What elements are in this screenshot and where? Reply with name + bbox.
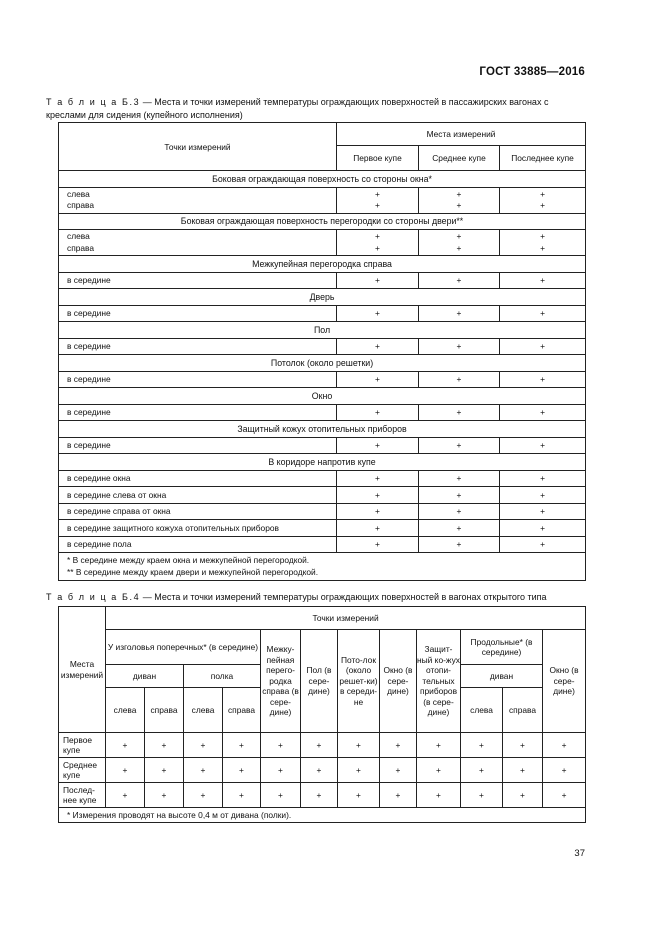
plus-mark: + <box>337 503 419 520</box>
plus-mark: + <box>223 758 261 783</box>
plus-mark: + <box>419 503 500 520</box>
plus-mark: + <box>456 242 462 253</box>
plus-mark: + <box>461 733 503 758</box>
plus-mark: + <box>419 305 500 322</box>
header-shelf: полка <box>184 665 261 688</box>
plus-mark: + <box>261 783 301 808</box>
plus-mark: + <box>461 783 503 808</box>
plus-mark: + <box>106 758 145 783</box>
table-b3-label: Т а б л и ц а Б.3 <box>46 97 141 107</box>
plus-mark: + <box>106 733 145 758</box>
plus-mark: + <box>106 783 145 808</box>
table-row <box>59 733 586 758</box>
section-row <box>59 322 586 339</box>
plus-mark: + <box>419 404 500 421</box>
table-b3-caption-text: — Места и точки измерений температуры ограждающих поверхностей в пассажирских вагонах с креслами для сидения (купейного исполнения) <box>46 97 549 120</box>
plus-mark: + <box>261 758 301 783</box>
header-last-compartment: Последнее купе <box>500 146 586 171</box>
measurement-point <box>59 187 337 213</box>
table-b4-label: Т а б л и ц а Б.4 <box>46 592 141 602</box>
plus-mark: + <box>301 733 338 758</box>
measurement-mark <box>500 187 586 213</box>
point-label: слева <box>67 188 90 199</box>
measurement-point: в середине <box>59 272 337 289</box>
plus-mark: + <box>184 758 223 783</box>
plus-mark: + <box>337 470 419 487</box>
table-row <box>59 536 586 553</box>
section-row <box>59 256 586 273</box>
plus-mark: + <box>338 733 380 758</box>
header-partition: Межку-пейная перего-родка справа (в сере-дине) <box>261 630 301 733</box>
plus-mark: + <box>337 404 419 421</box>
table-row <box>59 503 586 520</box>
measurement-mark <box>500 230 586 256</box>
measurement-point: в середине окна <box>59 470 337 487</box>
header-cross-head: У изголовья поперечных* (в середине) <box>106 630 261 665</box>
table-row <box>59 338 586 355</box>
section-row <box>59 388 586 405</box>
measurement-point: в середине пола <box>59 536 337 553</box>
plus-mark: + <box>380 758 417 783</box>
plus-mark: + <box>261 733 301 758</box>
plus-mark: + <box>500 487 586 504</box>
header-points: Точки измерений <box>106 607 586 630</box>
table-row <box>59 487 586 504</box>
section-row <box>59 454 586 471</box>
plus-mark: + <box>375 188 380 199</box>
plus-mark: + <box>337 437 419 454</box>
plus-mark: + <box>338 783 380 808</box>
plus-mark: + <box>419 470 500 487</box>
measurement-point: в середине слева от окна <box>59 487 337 504</box>
header-sofa: диван <box>106 665 184 688</box>
table-b4 <box>58 606 586 823</box>
plus-mark: + <box>456 188 462 199</box>
plus-mark: + <box>375 231 380 241</box>
header-long-right: справа <box>503 688 543 733</box>
section-row <box>59 171 586 188</box>
plus-mark: + <box>456 231 462 241</box>
section-row <box>59 213 586 230</box>
plus-mark: + <box>419 520 500 537</box>
plus-mark: + <box>500 404 586 421</box>
plus-mark: + <box>419 536 500 553</box>
measurement-point: в середине <box>59 305 337 322</box>
plus-mark: + <box>301 758 338 783</box>
section-title: Межкупейная перегородка справа <box>59 256 586 273</box>
plus-mark: + <box>500 470 586 487</box>
point-label: слева <box>67 231 90 241</box>
plus-mark: + <box>337 536 419 553</box>
plus-mark: + <box>337 272 419 289</box>
plus-mark: + <box>500 305 586 322</box>
table-row <box>59 783 586 808</box>
plus-mark: + <box>500 536 586 553</box>
header-sofa-right: справа <box>145 688 184 733</box>
header-sofa-left: слева <box>106 688 145 733</box>
section-title: Пол <box>59 322 586 339</box>
plus-mark: + <box>503 783 543 808</box>
table-b4-caption-text: — Места и точки измерений температуры ограждающих поверхностей в вагонах открытого типа <box>140 592 547 602</box>
section-row <box>59 421 586 438</box>
plus-mark: + <box>540 188 545 199</box>
plus-mark: + <box>540 231 545 241</box>
plus-mark: + <box>419 371 500 388</box>
table-notes <box>59 553 586 581</box>
table-row <box>59 230 586 256</box>
header-longitudinal: Продольные* (в середине) <box>461 630 543 665</box>
plus-mark: + <box>540 200 545 210</box>
plus-mark: + <box>380 733 417 758</box>
measurement-point: в середине справа от окна <box>59 503 337 520</box>
plus-mark: + <box>461 758 503 783</box>
plus-mark: + <box>500 520 586 537</box>
plus-mark: + <box>145 783 184 808</box>
plus-mark: + <box>184 733 223 758</box>
plus-mark: + <box>543 783 586 808</box>
plus-mark: + <box>419 437 500 454</box>
plus-mark: + <box>543 758 586 783</box>
section-title: Окно <box>59 388 586 405</box>
plus-mark: + <box>540 242 545 253</box>
plus-mark: + <box>417 783 461 808</box>
header-ceiling: Пото-лок (около решет-ки) в середи-не <box>338 630 380 733</box>
table-row <box>59 305 586 322</box>
plus-mark: + <box>223 783 261 808</box>
table-row <box>59 404 586 421</box>
footnote: * В середине между краем окна и межкупейной перегородкой. <box>67 555 310 565</box>
measurement-mark <box>337 230 419 256</box>
header-floor: Пол (в сере-дине) <box>301 630 338 733</box>
plus-mark: + <box>500 338 586 355</box>
place-label: Послед-нее купе <box>59 783 106 808</box>
section-row <box>59 355 586 372</box>
plus-mark: + <box>375 242 380 253</box>
header-shelf-left: слева <box>184 688 223 733</box>
plus-mark: + <box>419 487 500 504</box>
plus-mark: + <box>337 520 419 537</box>
header-first-compartment: Первое купе <box>337 146 419 171</box>
section-title: Дверь <box>59 289 586 306</box>
header-casing: Защит-ный ко-жух отопи-тельных приборов (в сере-дине) <box>417 630 461 733</box>
measurement-point: в середине <box>59 338 337 355</box>
table-row <box>59 758 586 783</box>
table-row <box>59 187 586 213</box>
plus-mark: + <box>500 503 586 520</box>
plus-mark: + <box>223 733 261 758</box>
header-long-left: слева <box>461 688 503 733</box>
table-row <box>59 520 586 537</box>
plus-mark: + <box>503 758 543 783</box>
plus-mark: + <box>337 305 419 322</box>
place-label: Первое купе <box>59 733 106 758</box>
section-title: Защитный кожух отопительных приборов <box>59 421 586 438</box>
plus-mark: + <box>500 371 586 388</box>
table-b3 <box>58 122 586 581</box>
plus-mark: + <box>500 272 586 289</box>
document-code: ГОСТ 33885—2016 <box>479 66 585 78</box>
header-window: Окно (в сере-дине) <box>380 630 417 733</box>
measurement-mark <box>419 230 500 256</box>
plus-mark: + <box>503 733 543 758</box>
plus-mark: + <box>337 338 419 355</box>
table-row <box>59 272 586 289</box>
plus-mark: + <box>338 758 380 783</box>
plus-mark: + <box>417 758 461 783</box>
plus-mark: + <box>337 371 419 388</box>
page-number: 37 <box>574 848 585 859</box>
section-row <box>59 289 586 306</box>
header-points: Точки измерений <box>59 123 337 171</box>
section-title: В коридоре напротив купе <box>59 454 586 471</box>
plus-mark: + <box>184 783 223 808</box>
notes-row <box>59 808 586 823</box>
header-places: Места измерений <box>337 123 586 146</box>
measurement-point: в середине <box>59 437 337 454</box>
place-label: Среднее купе <box>59 758 106 783</box>
header-sofa-2: диван <box>461 665 543 688</box>
measurement-mark <box>419 187 500 213</box>
plus-mark: + <box>419 272 500 289</box>
plus-mark: + <box>337 487 419 504</box>
measurement-point: в середине защитного кожуха отопительных приборов <box>59 520 337 537</box>
footnote: * Измерения проводят на высоте 0,4 м от дивана (полки). <box>59 808 586 823</box>
table-b4-caption <box>46 591 586 604</box>
table-row <box>59 470 586 487</box>
plus-mark: + <box>145 733 184 758</box>
table-row <box>59 371 586 388</box>
measurement-point: в середине <box>59 404 337 421</box>
section-title: Боковая ограждающая поверхность перегородки со стороны двери** <box>59 213 586 230</box>
plus-mark: + <box>145 758 184 783</box>
notes-row <box>59 553 586 581</box>
plus-mark: + <box>301 783 338 808</box>
plus-mark: + <box>419 338 500 355</box>
table-row <box>59 437 586 454</box>
measurement-mark <box>337 187 419 213</box>
measurement-point <box>59 230 337 256</box>
point-label: справа <box>67 200 95 210</box>
section-title: Потолок (около решетки) <box>59 355 586 372</box>
header-middle-compartment: Среднее купе <box>419 146 500 171</box>
header-places: Места измерений <box>59 607 106 733</box>
plus-mark: + <box>543 733 586 758</box>
measurement-point: в середине <box>59 371 337 388</box>
header-window-2: Окно (в сере-дине) <box>543 630 586 733</box>
table-b3-caption <box>46 96 586 121</box>
plus-mark: + <box>375 200 380 210</box>
footnote: ** В середине между краем двери и межкупейной перегородкой. <box>67 566 319 577</box>
plus-mark: + <box>417 733 461 758</box>
header-shelf-right: справа <box>223 688 261 733</box>
plus-mark: + <box>380 783 417 808</box>
section-title: Боковая ограждающая поверхность со стороны окна* <box>59 171 586 188</box>
point-label: справа <box>67 242 95 253</box>
plus-mark: + <box>500 437 586 454</box>
plus-mark: + <box>456 200 462 210</box>
